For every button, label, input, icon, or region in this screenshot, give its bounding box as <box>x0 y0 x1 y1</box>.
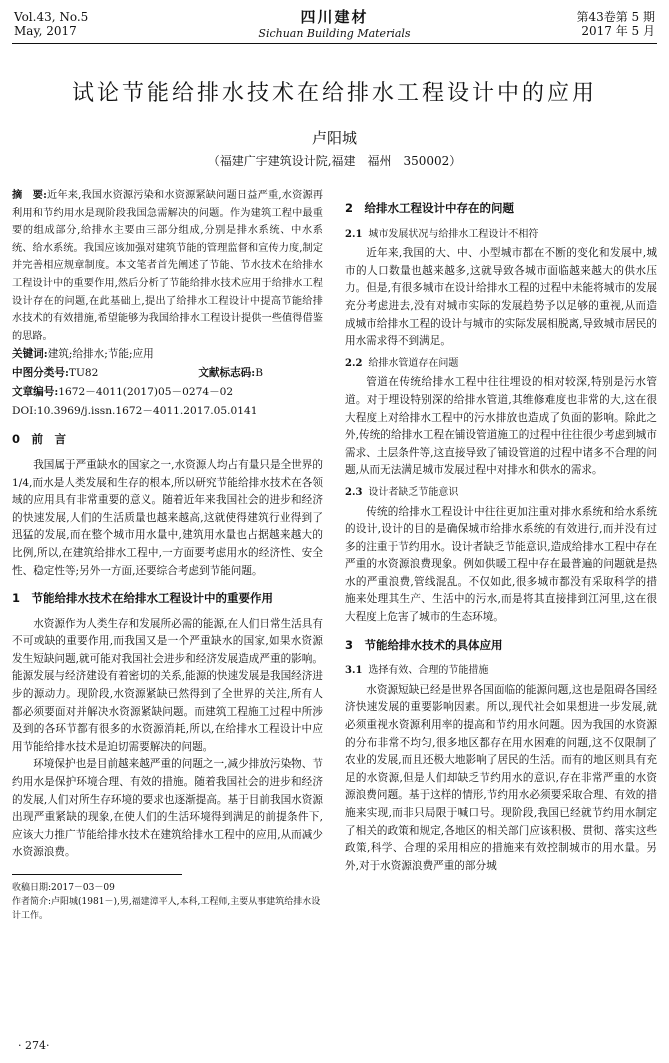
paragraph: 水资源作为人类生存和发展所必需的能源,在人们日常生活具有不可或缺的重要作用,而我国又是一个严重缺水的国家,如果水资源发生短缺问题,就可能对我国社会进步和经济发展造成严重的影响。能源发展与经济建设有着密切的关系,能源的快速发展是我国经济进步的源动力。现阶段,水资源紧缺已然得到了全世界的关注,所有人都必须要面对并解决水资源紧缺问题。而建筑工程施工过程中所涉及到的各环节都有很多的水资源消耗,所以,在给排水工程设计中应用节能给排水技术是迫切需要解决的问题。 <box>12 617 323 753</box>
clc-number: 中图分类号:TU82 <box>12 367 99 380</box>
article-number: 文章编号:1672－4011(2017)05－0274－02 <box>12 386 234 399</box>
abstract-label: 摘 要: <box>12 189 47 201</box>
paragraph: 我国属于严重缺水的国家之一,水资源人均占有量只是全世界的1/4,而水是人类发展和生存的根本,所以研究节能给排水技术在各领域的应用具有非常重要的意义。随着近年来我国社会的进步和经济的快速发展,人们的生活质量也越来越高,这就使得建筑行业得到了迅猛的发展,而在整个城市用水量中,建筑用水量也占据越来越大的比例,所以,在建筑给排水工程中,一方面要考虑用水的经济性、安全性、稳定性等;另外一方面,还要综合考虑到节能问题。 <box>12 458 323 577</box>
paragraph: 环境保护也是目前越来越严重的问题之一,减少排放污染物、节约用水是保护环境合理、有效的措施。随着我国社会的进步和经济的发展,人们对所生存环境的要求也逐渐提高。基于目前我国水资源出现严重紧缺的现象,在使人们的生活环境得到满足的前提条件下,应该大力推广节能给排水技术在建筑给排水工程中的应用,从而减少水资源浪费。 <box>12 758 323 859</box>
journal-name-en: Sichuan Building Materials <box>258 27 411 40</box>
section-heading-0: 0 前 言 <box>12 432 67 447</box>
right-column <box>345 190 657 875</box>
left-column <box>12 187 323 923</box>
section-heading-2: 2 给排水工程设计中存在的问题 <box>345 201 514 215</box>
header-rule <box>12 43 657 44</box>
paragraph: 近年来,我国的大、中、小型城市都在不断的变化和发展中,城市的人口数量也越来越多,这就导致各城市面临越来越大的供水压力。但是,有很多城市在设计给排水工程的过程中未能将城市的发展充分考虑进去,没有对城市实际的发展趋势予以足够的重视,从而造成城市给排水工程的设计与城市的实际发展相脱离,导致城市居民的用水需求得不到满足。 <box>345 247 657 348</box>
header-journal <box>0 6 669 40</box>
abstract <box>12 187 323 345</box>
keywords: 关键词:建筑;给排水;节能;应用 <box>12 348 154 361</box>
footnote-rule <box>12 874 182 875</box>
subsection-heading-2-1: 2.1 城市发展状况与给排水工程设计不相符 <box>345 228 539 240</box>
section-heading-3: 3 节能给排水技术的具体应用 <box>345 637 503 652</box>
section-heading-1: 1 节能给排水技术在给排水工程设计中的重要作用 <box>12 591 273 606</box>
doi: DOI:10.3969/j.issn.1672－4011.2017.05.0141 <box>12 405 258 418</box>
article-title: 试论节能给排水技术在给排水工程设计中的应用 <box>71 81 597 106</box>
affiliation: （福建广宇建筑设计院,福建 福州 350002） <box>207 154 462 168</box>
subsection-heading-2-3: 2.3 设计者缺乏节能意识 <box>345 486 459 498</box>
abstract-text: 近年来,我国水资源污染和水资源紧缺问题日益严重,水资源再利用和节约用水是现阶段我国急需解决的问题。作为建筑工程中最重要的组成部分,给排水主要由三部分组成,分别是排水系统、中水系统、给水系统。我国应该加强对建筑节能的管理监督和宣传力度,制定并完善相应规章制度。本文笔者首先阐述了节能、节水技术在给排水工程设计中的重要作用,然后分析了节能给排水技术应用于给排水工程设计存在的问题,在此基础上,提出了给排水工程设计中提高节能给排水技术的有效措施,希望能够为我国给排水工程设计提供一些值得借鉴的思路。 <box>12 190 323 342</box>
footnote-received: 收稿日期:2017－03－09 <box>12 883 115 893</box>
journal-logo: 四川建材 <box>300 8 369 26</box>
header-volume: Vol.43, No.5 May, 2017 <box>14 10 89 38</box>
classification-row <box>12 364 323 383</box>
header-issue: 第43卷第 5 期 2017 年 5 月 <box>576 10 655 38</box>
footnote-author: 作者简介:卢阳城(1981－),男,福建漳平人,本科,工程师,主要从事建筑给排水设计工作。 <box>12 897 321 921</box>
page-number: · 274· <box>18 1039 50 1052</box>
paragraph: 水资源短缺已经是世界各国面临的能源问题,这也是阻碍各国经济快速发展的重要影响因素。所以,现代社会如果想进一步发展,就必须重视水资源利用率的提高和节约用水问题。因为我国的水资源的分布非常不均匀,很多地区都存在用水困难的问题,这不仅限制了农业的发展,而且还极大地影响了居民的生活。而有的地区则具有充足的水资源,但是人们却缺乏节约用水的意识,存在非常严重的水资源浪费问题。基于这样的情形,节约用水必须要采取合理、有效的措施来实现,而非只局限于喊口号。现阶段,我国已经就节约用水制定了相关的政策和规定,各地区的相关部门应该积极、贯彻、落实这些政策,科学、合理的采用相应的措施来有效控制城市的用水量。另外,对于水资源浪费严重的部分城 <box>345 683 657 872</box>
subsection-heading-2-2: 2.2 给排水管道存在问题 <box>345 357 459 369</box>
author: 卢阳城 <box>311 129 357 147</box>
subsection-heading-3-1: 3.1 选择有效、合理的节能措施 <box>345 665 489 677</box>
document-code: 文献标志码:B <box>198 367 263 380</box>
paragraph: 传统的给排水工程设计中往往更加注重对排水系统和给水系统的设计,设计的目的是确保城市给排水系统的有效进行,而并没有过多的注重于节约用水。设计者缺乏节能意识,造成给排水工程中存在严重的水资源浪费现象。例如供暖工程中存在最普遍的问题就是热水的严重浪费,管线混乱。不仅如此,很多城市都没有采取科学的措施来处理其生产、生活中的污水,而是将其直接排到江河里,这在很大程度上危害了城市的生态环境。 <box>345 505 657 624</box>
paragraph: 管道在传统给排水工程中往往埋设的相对较深,特别是污水管道。对于埋设特别深的给排水管道,其维修难度也非常的大,这在很大程度上对给排水工程中的污水排放也造成了负面的影响。除此之外,传统的给排水工程在铺设管道施工的过程中往往很少考虑到城市需求、土层条件等,这直接导致了铺设管道的过程中诸多不合理的问题,从而无法满足城市发展过程中对排水和供水的需求。 <box>345 376 657 477</box>
